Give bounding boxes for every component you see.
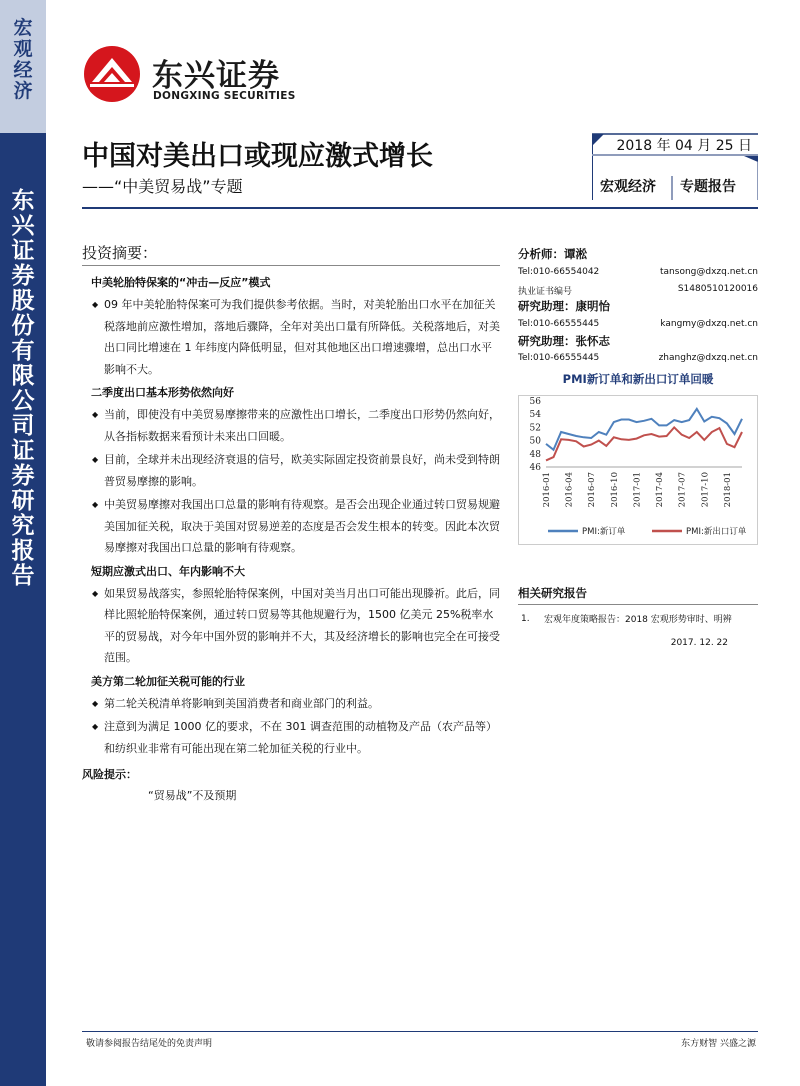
report-date: 2018 年 04 月 25 日 [616,138,752,154]
assistant-title: 研究助理：康明怡 [518,299,610,313]
summary-bullet: ◆ 注意到为满足 1000 亿的要求，不在 301 调查范围的动植物及产品（农产品等）和纺织业非常有可能出现在第二轮加征关税的行业中。 [82,716,502,759]
report-title: 中国对美出口或现应激式增长 [82,141,433,172]
analyst-title: 分析师：谭淞 [518,247,587,261]
footer-disclaimer: 敬请参阅报告结尾处的免责声明 [86,1039,213,1049]
footer-divider [82,1031,758,1032]
legend-label: PMI:新订单 [582,527,626,537]
sidebar-company-char: 证 [11,238,35,264]
sidebar-company-char: 告 [11,563,35,589]
sidebar-company-char: 股 [11,288,35,314]
footer-slogan: 东方财智 兴盛之源 [681,1039,756,1049]
related-divider [518,604,758,605]
title-divider [82,207,758,209]
sidebar-company-char: 东 [11,188,35,214]
summary-bullet: ◆ 09 年中美轮胎特保案可为我们提供参考依据。当时，对美轮胎出口水平在加征关税落地前应激性增加，落地后骤降，全年对美出口量有所降低。关税落地后，对美出口同比增速在 1 年纬度内降低明显，但对其他地区出口增速骤增，总出口水平影响不大。 [82,294,502,380]
summary-bullet: ◆ 第二轮关税清单将影响到美国消费者和商业部门的利益。 [82,693,502,715]
report-tags [592,176,758,200]
date-box [592,132,758,156]
sidebar-company-char: 限 [11,363,35,389]
section-title: 二季度出口基本形势依然向好 [91,386,234,399]
summary-bullet: ◆ 当前，即使没有中美贸易摩擦带来的应激性出口增长，二季度出口形势仍然向好，从各指标数据来看预计未来出口回暖。 [82,404,502,447]
sidebar-company-char: 份 [11,313,35,339]
summary-divider [82,265,500,266]
logo-cn-text: 东兴证券 [152,58,280,94]
sidebar-company-char: 券 [11,263,35,289]
summary-heading: 投资摘要： [82,244,158,262]
section-title: 中美轮胎特保案的“冲击—反应”模式 [91,276,271,289]
x-tick-label: 2017-01 [632,472,643,508]
sidebar-company-char: 证 [11,438,35,464]
sidebar-company-char: 券 [11,463,35,489]
related-num: 1. [521,614,530,624]
y-tick-label: 46 [529,463,541,473]
chart-frame [519,396,758,545]
logo-en-text: DONGXING SECURITIES [153,90,296,102]
analyst-email[interactable]: tansong@dxzq.net.cn [660,267,758,277]
analyst-contact [518,267,758,279]
x-tick-label: 2016-07 [587,472,598,508]
x-tick-label: 2017-10 [700,472,711,508]
y-tick-label: 56 [529,397,541,407]
summary-body [82,272,502,761]
y-tick-label: 52 [529,423,541,434]
tag-special: 专题报告 [680,179,736,195]
y-tick-label: 50 [529,436,541,447]
company-logo [82,44,302,106]
assistant-contact: Tel:010-66555445 kangmy@dxzq.net.cn [518,319,758,329]
x-tick-label: 2016-10 [609,472,620,508]
logo-mark-icon [82,44,142,104]
summary-bullet: ◆ 如果贸易战落实，参照轮胎特保案例，中国对美当月出口可能出现滕祈。此后，同样比照轮胎特保案例，通过转口贸易等其他规避行为，1500 亿美元 25%税率水平的贸易战，对今年中国外贸的影响并不大，其及经济增长的影响也完全在可接受范围。 [82,583,502,669]
x-tick-label: 2016-04 [564,472,575,508]
sidebar-company-char: 报 [11,538,35,564]
sidebar-company-char: 公 [11,388,35,414]
x-tick-label: 2017-04 [655,472,666,508]
sidebar-company-char: 有 [11,338,35,364]
risk-text: “贸易战”不及预期 [148,789,237,802]
assistant-email[interactable]: kangmy@dxzq.net.cn [660,319,758,329]
assistant-contact: Tel:010-66555445 zhanghz@dxzq.net.cn [518,353,758,363]
related-heading: 相关研究报告 [518,586,587,600]
x-tick-label: 2017-07 [677,472,688,508]
section-title: 美方第二轮加征关税可能的行业 [91,674,245,688]
assistant-title: 研究助理：张怀志 [518,334,610,348]
series-line-0 [546,409,742,450]
pmi-chart [518,395,758,545]
y-tick-label: 48 [529,449,541,460]
sidebar-company-char: 研 [11,488,35,514]
sidebar-category-label: 宏 观 经 济 [13,17,33,102]
analyst-cert: 执业证书编号 S1480510120016 [518,284,758,297]
sidebar-company-char: 兴 [11,213,35,239]
y-tick-label: 54 [529,410,541,421]
section-title: 短期应激式出口、年内影响不大 [91,564,245,578]
sidebar-category-block [0,0,46,133]
x-tick-label: 2016-01 [542,472,552,508]
risk-heading: 风险提示： [82,768,137,781]
legend-label: PMI:新出口订单 [686,527,747,537]
summary-bullet: ◆ 中美贸易摩擦对我国出口总量的影响有待观察。是否会出现企业通过转口贸易规避美国加征关税，取决于美国对贸易逆差的态度是否会发生根本的转变。因此本次贸易摩擦对我国出口总量的影响有待观察。 [82,494,502,559]
sidebar-company-char: 司 [11,413,35,439]
related-item-date: 2017. 12. 22 [670,638,728,648]
sidebar-company-char: 究 [11,513,35,539]
related-item-title[interactable]: 宏观年度策略报告：2018 宏观形势审时、明辨 [544,615,732,625]
analyst-tel: Tel:010-66554042 [518,267,600,277]
series-line-1 [546,427,742,460]
sidebar-company-block [0,133,46,1086]
x-tick-label: 2018-01 [722,472,733,508]
tag-macro: 宏观经济 [600,179,656,195]
report-subtitle: ——“中美贸易战”专题 [82,177,243,196]
sidebar-company-label [0,189,46,589]
summary-bullet: ◆ 目前，全球并未出现经济衰退的信号，欧美实际固定投资前景良好，尚未受到特朗普贸易摩擦的影响。 [82,449,502,492]
pmi-chart-svg [518,395,758,545]
chart-title: PMI新订单和新出口订单回暖 [562,372,714,386]
assistant-email[interactable]: zhanghz@dxzq.net.cn [658,353,758,363]
